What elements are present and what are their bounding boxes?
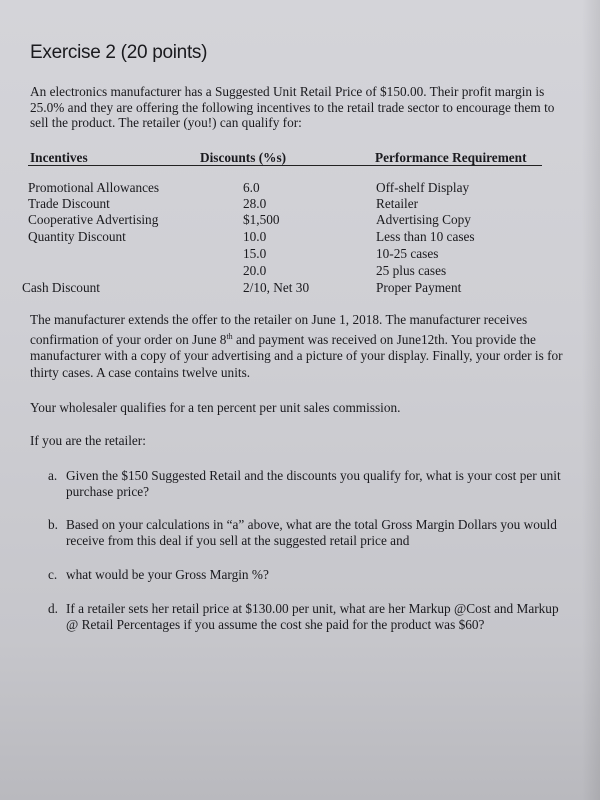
offer-paragraph <box>30 312 578 381</box>
question-text: what would be your Gross Margin %? <box>66 567 269 582</box>
question-text: Based on your calculations in “a” above, what are the total Gross Margin Dollars you would receive from this deal if you sell at the suggested retail price and <box>66 517 557 548</box>
question-b <box>48 517 568 551</box>
table-cell-discount: 10.0 <box>243 229 267 244</box>
header-discounts: Discounts (%s) <box>200 150 287 165</box>
question-text: If a retailer sets her retail price at $130.00 per unit, what are her Markup @Cost and Markup @ Retail Percentages if you assume the cost she paid for the product was $60? <box>66 601 559 632</box>
table-cell-discount: 20.0 <box>243 263 267 278</box>
table-cell-discount: 28.0 <box>243 196 267 211</box>
question-letter: d. <box>48 601 58 616</box>
table-cell-requirement: Retailer <box>376 196 419 211</box>
question-d <box>48 601 568 651</box>
exercise-title: Exercise 2 (20 points) <box>30 42 208 63</box>
question-letter: a. <box>48 468 58 483</box>
question-c <box>48 567 568 585</box>
offer-text-part2: and payment was received on June12th. You provide the manufacturer with a copy of your advertising and a picture of your display. Finally, your order is for thirty cases. A case contains twelve units. <box>30 331 563 380</box>
header-performance: Performance Requirement <box>375 150 527 165</box>
retailer-prompt: If you are the retailer: <box>30 433 146 448</box>
table-cell-requirement: 10-25 cases <box>376 246 439 261</box>
table-cell-requirement: Less than 10 cases <box>376 229 475 244</box>
table-cell-incentive: Cash Discount <box>22 280 100 295</box>
question-letter: c. <box>48 567 58 582</box>
table-cell-incentive: Cooperative Advertising <box>28 212 159 227</box>
commission-paragraph: Your wholesaler qualifies for a ten percent per unit sales commission. <box>30 400 401 415</box>
table-cell-requirement: Proper Payment <box>376 280 462 295</box>
table-cell-incentive: Trade Discount <box>28 196 110 211</box>
table-cell-incentive: Promotional Allowances <box>28 180 160 195</box>
table-cell-discount: 6.0 <box>243 180 260 195</box>
intro-paragraph: An electronics manufacturer has a Suggested Unit Retail Price of $150.00. Their profit margin is 25.0% and they are offering the following incentives to the retail trade sector to encourage them to sell the product. The retailer (you!) can qualify for: <box>30 84 555 130</box>
header-rule <box>28 165 542 166</box>
question-text: Given the $150 Suggested Retail and the discounts you qualify for, what is your cost per unit purchase price? <box>66 468 561 499</box>
page-edge-shadow <box>582 0 600 800</box>
table-cell-discount: 2/10, Net 30 <box>243 280 310 295</box>
table-cell-requirement: 25 plus cases <box>376 263 447 278</box>
question-letter: b. <box>48 517 58 532</box>
table-cell-discount: $1,500 <box>243 212 280 227</box>
table-cell-incentive: Quantity Discount <box>28 229 126 244</box>
question-a <box>48 468 568 502</box>
ordinal-suffix: th <box>226 331 233 341</box>
table-cell-requirement: Advertising Copy <box>376 212 471 227</box>
header-incentives: Incentives <box>30 150 88 165</box>
table-cell-discount: 15.0 <box>243 246 267 261</box>
table-cell-requirement: Off-shelf Display <box>376 180 470 195</box>
offer-text-part1: The manufacturer extends the offer to the retailer on June 1, 2018. The manufacturer receives confirmation of your order on June 8 <box>30 312 528 347</box>
